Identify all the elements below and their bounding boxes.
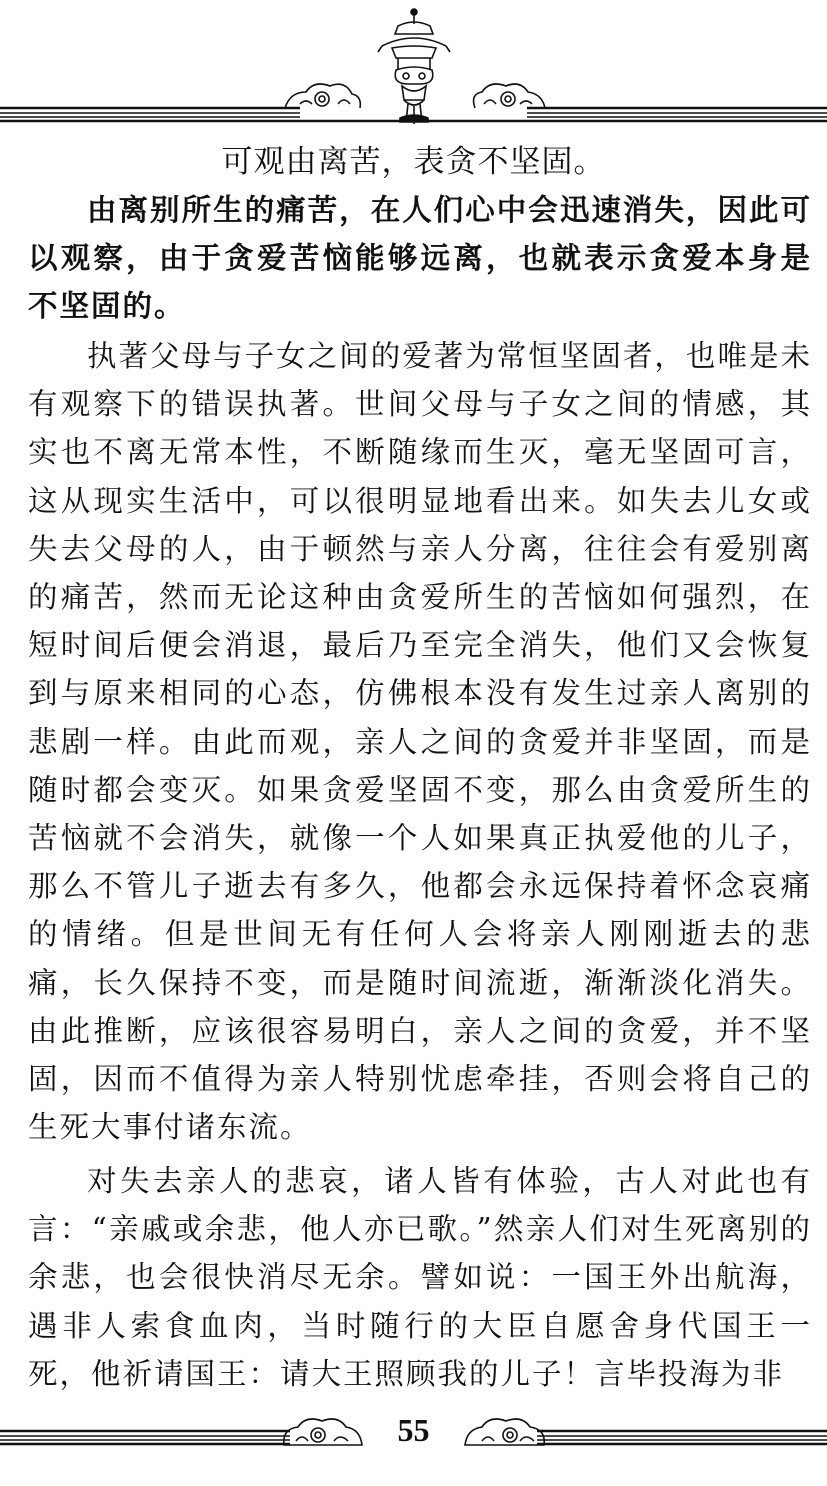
- verse-heading: 可观由离苦，表贪不坚固。: [221, 144, 606, 180]
- page-number: 55: [397, 1412, 430, 1448]
- body-paragraph: 对失去亲人的悲哀，诸人皆有体验，古人对此也有言：“亲戚或余悲，他人亦已歌。”然亲人们对生死离别的余悲，也会很快消尽无余。譬如说：一国王外出航海，遇非人索食血肉，当时随行的大臣自愿舍身代国王一死，他祈请国王：请大王照顾我的儿子！言毕投海为非: [28, 1164, 812, 1391]
- cloud-scroll-icon: [474, 84, 545, 108]
- victory-banner-icon: [378, 9, 450, 124]
- header-ornament: [0, 0, 827, 130]
- body-paragraph: 执著父母与子女之间的爱著为常恒坚固者，也唯是未有观察下的错误执著。世间父母与子女之间的情感，其实也不离无常本性，不断随缘而生灭，毫无坚固可言，这从现实生活中，可以很明显地看出来。如失去儿女或失去父母的人，由于顿然与亲人分离，往往会有爱别离的痛苦，然而无论这种由贪爱所生的苦恼如何强烈，在短时间后便会消退，最后乃至完全消失，他们又会恢复到与原来相同的心态，仿佛根本没有发生过亲人离别的悲剧一样。由此而观，亲人之间的贪爱并非坚固，而是随时都会变灭。如果贪爱坚固不变，那么由贪爱所生的苦恼就不会消失，就像一个人如果真正执爱他的儿子，那么不管儿子逝去有多久，他都会永远保持着怀念哀痛的情绪。但是世间无有任何人会将亲人刚刚逝去的悲痛，长久保持不变，而是随时间流逝，渐渐淡化消失。由此推断，应该很容易明白，亲人之间的贪爱，并不坚固，因而不值得为亲人特别忧虑牵挂，否则会将自己的生死大事付诸东流。: [28, 339, 812, 1145]
- verse-commentary: 由离别所生的痛苦，在人们心中会迅速消失，因此可以观察，由于贪爱苦恼能够远离，也就表示贪爱本身是不坚固的。: [28, 193, 812, 323]
- cloud-scroll-icon: [285, 84, 360, 108]
